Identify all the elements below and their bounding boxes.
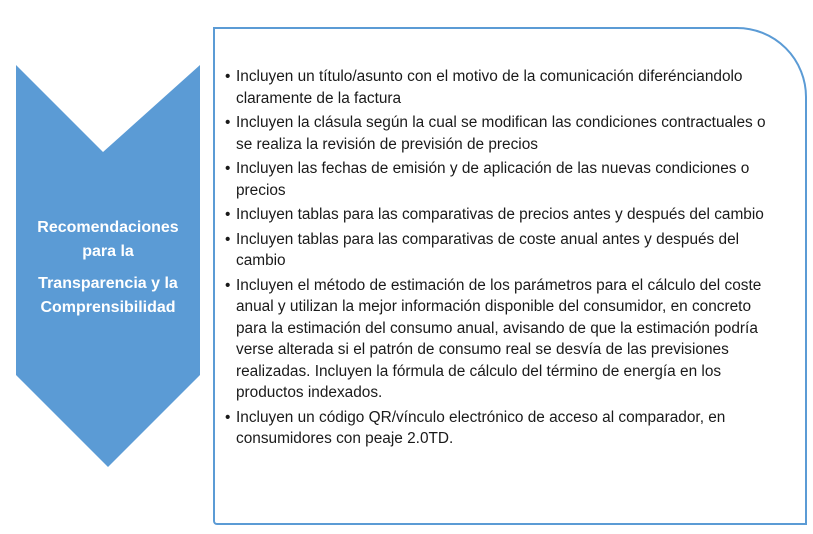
list-item xyxy=(225,229,785,272)
bullet-icon: • xyxy=(225,408,231,426)
bullet-icon: • xyxy=(225,230,231,248)
list-item xyxy=(225,204,785,226)
list-item-text: Incluyen tablas para las comparativas de precios antes y después del cambio xyxy=(236,206,764,223)
list-item-text: Incluyen la clásula según la cual se modifican las condiciones contractuales o se realiza la revisión de previsión de precios xyxy=(236,114,766,153)
list-item xyxy=(225,407,785,450)
list-item xyxy=(225,275,785,404)
list-item-text: Incluyen las fechas de emisión y de aplicación de las nuevas condiciones o precios xyxy=(236,160,750,199)
bullet-icon: • xyxy=(225,206,231,223)
list-item-text: Incluyen tablas para las comparativas de coste anual antes y después del cambio xyxy=(236,230,740,269)
list-item xyxy=(225,66,785,109)
list-item xyxy=(225,158,785,201)
chevron-arrow xyxy=(16,65,200,467)
chevron-label-line-3: Transparencia y la xyxy=(38,275,178,292)
recommendations-list xyxy=(225,66,785,453)
bullet-icon: • xyxy=(225,276,231,294)
list-item-text: Incluyen un título/asunto con el motivo de la comunicación diferénciandolo claramente de la factura xyxy=(236,68,743,107)
bullet-icon: • xyxy=(225,114,231,131)
chevron-label-line-4: Comprensibilidad xyxy=(40,299,176,316)
bullet-icon: • xyxy=(225,68,231,85)
chevron-label-line-1: Recomendaciones xyxy=(37,219,179,236)
list-item-text: Incluyen un código QR/vínculo electrónico de acceso al comparador, en consumidores con peaje 2.0TD. xyxy=(236,408,726,447)
chevron-label-line-2: para la xyxy=(82,243,134,260)
list-item xyxy=(225,112,785,155)
list-item-text: Incluyen el método de estimación de los parámetros para el cálculo del coste anual y utilizan la mejor información disponible del consumidor, en concreto para la estimación del consumo anual, avisando de que la estimación podría verse alterada si el patrón de consumo real se desvía de las previsiones realizadas. Incluyen la fórmula de cálculo del término de energía en los productos indexados. xyxy=(236,276,762,401)
bullet-icon: • xyxy=(225,160,231,177)
